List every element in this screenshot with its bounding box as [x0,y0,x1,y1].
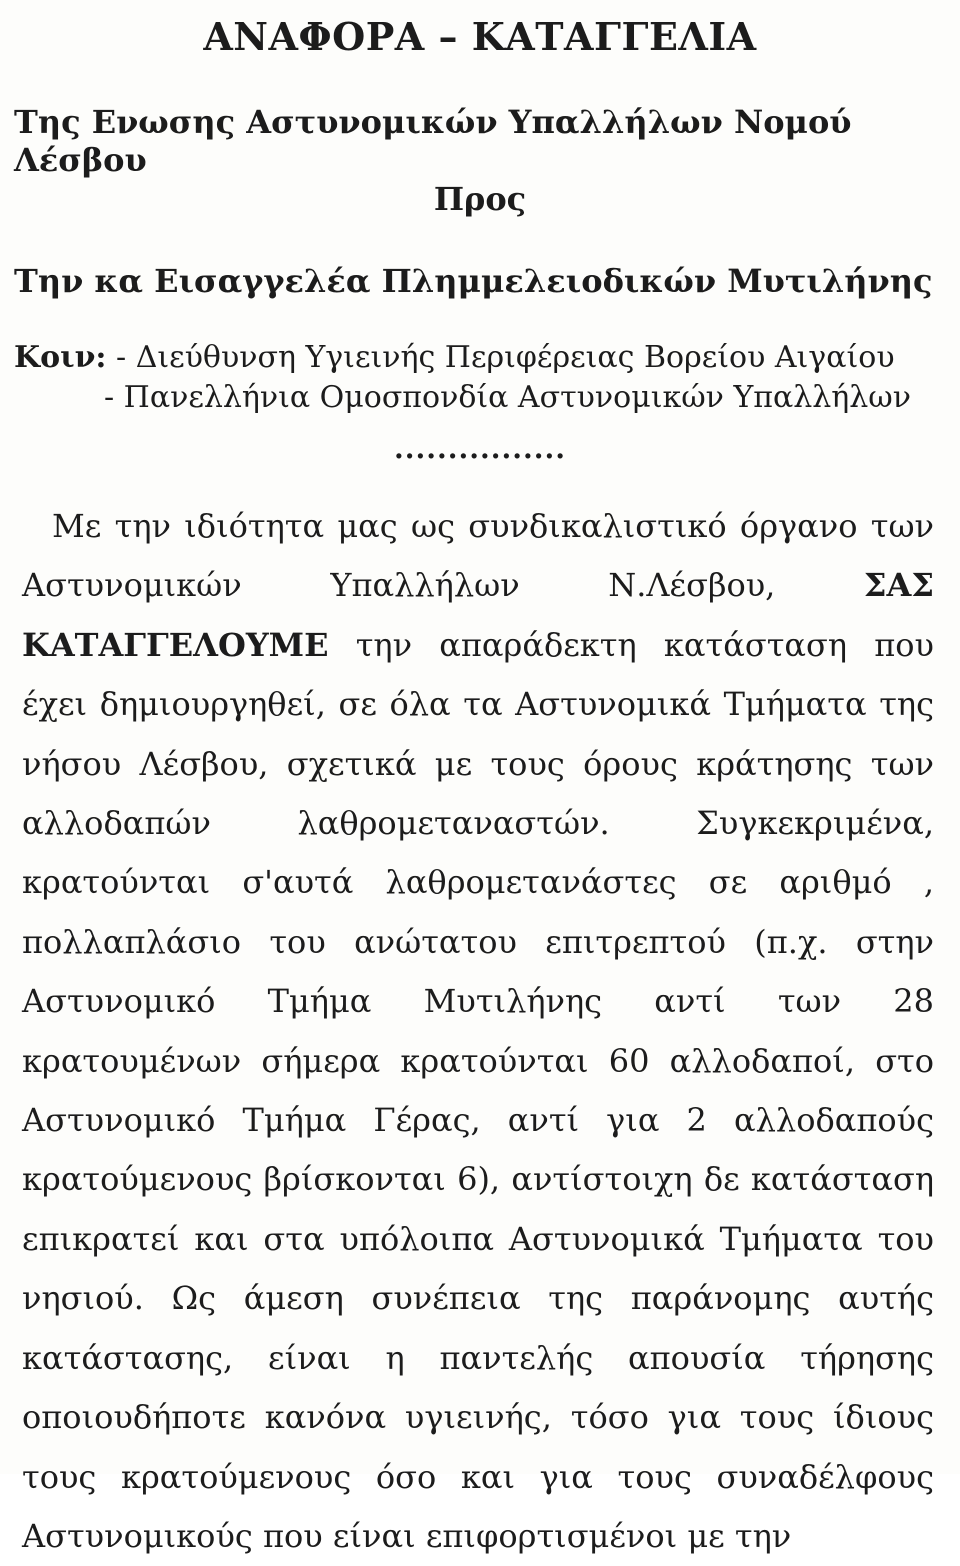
separator-dots: ................ [394,432,566,465]
cc-block [14,338,911,418]
cc-item-2: - Πανελλήνια Ομοσπονδία Αστυνομικών Υπαλλήλων [104,380,911,415]
body-rest: την απαράδεκτη κατάσταση που έχει δημιουργηθεί, σε όλα τα Αστυνομικά Τμήματα της νήσου Λέσβου, σχετικά με τους όρους κράτησης των αλλοδαπών λαθρομεταναστών. Συγκεκριμένα, κρατούνται σ'αυτά λαθρομετανάστες σε αριθμό , πολλαπλάσιο του ανώτατου επιτρεπτού (π.χ. στην Αστυνομικό Τμήμα Μυτιλήνης αντί των 28 κρατουμένων σήμερα κρατούνται 60 αλλοδαποί, στο Αστυνομικό Τμήμα Γέρας, αντί για 2 αλλοδαπούς κρατούμενους βρίσκονται 6), αντίστοιχη δε κατάσταση επικρατεί και στα υπόλοιπα Αστυνομικά Τμήματα του νησιού. Ως άμεση συνέπεια της παράνομης αυτής κατάστασης, είναι η παντελής απουσία τήρησης οποιουδήποτε κανόνα υγιεινής, τόσο για τους ίδιους τους κρατούμενους όσο και για τους συναδέλφους Αστυνομικούς που είναι επιφορτισμένοι με την [22,625,935,1555]
cc-row-2 [14,378,911,418]
cc-label: Κοιν: [14,340,107,375]
document-title: ΑΝΑΦΟΡΑ – ΚΑΤΑΓΓΕΛΙΑ [203,14,757,59]
body-emphasis: ΣΑΣ ΚΑΤΑΓΓΕΛΟΥΜΕ [22,566,934,664]
cc-item-1: - Διεύθυνση Υγιεινής Περιφέρειας Βορείου Αιγαίου [116,340,895,375]
cc-row-1 [14,338,911,378]
recipient-line: Την κα Εισαγγελέα Πλημμελειοδικών Μυτιλήνης [14,262,933,300]
body-intro: Με την ιδιότητα μας ως συνδικαλιστικό όργανο των Αστυνομικών Υπαλλήλων Ν.Λέσβου, [22,507,934,605]
sender-line: Της Ενωσης Αστυνομικών Υπαλλήλων Νομού Λέσβου [14,103,852,179]
to-heading: Προς [433,180,527,218]
body-paragraph [22,497,934,1566]
